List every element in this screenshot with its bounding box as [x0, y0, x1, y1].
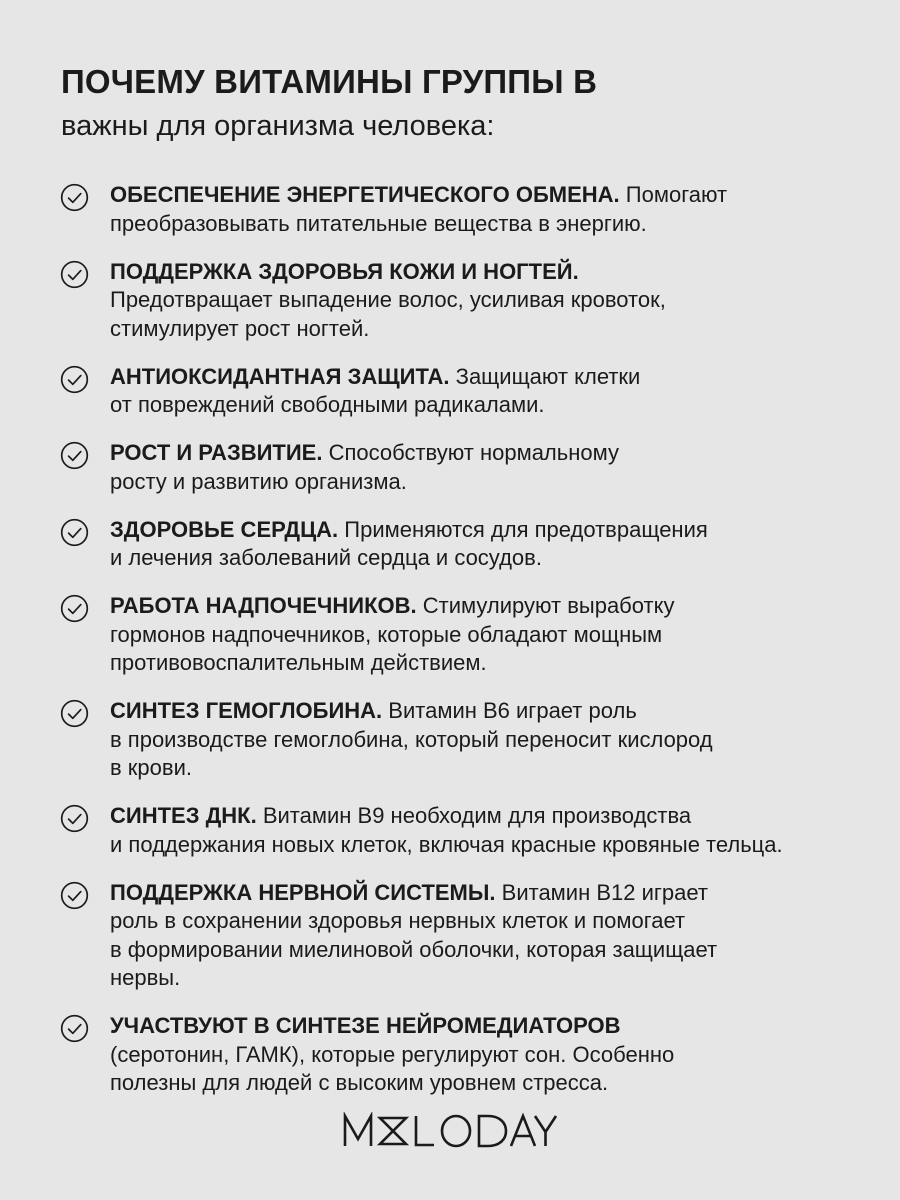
benefit-item: [60, 439, 870, 496]
check-circle-icon: [60, 594, 89, 623]
benefit-text: Помогают: [625, 182, 728, 207]
benefit-text: в формировании миелиновой оболочки, которая защищает: [110, 936, 718, 962]
benefit-item: [60, 1012, 870, 1098]
benefit-title: СИНТЕЗ ДНК.: [110, 803, 257, 828]
benefit-text: (серотонин, ГАМК), которые регулируют сон. Особенно: [110, 1041, 675, 1067]
benefit-item: [60, 697, 870, 783]
benefit-text: нервы.: [110, 965, 181, 990]
benefit-text: Применяются для предотвращения: [344, 516, 708, 542]
check-circle-icon: [60, 441, 89, 470]
benefit-item: [60, 363, 870, 420]
check-circle-icon: [60, 881, 89, 910]
check-circle-icon: [60, 804, 89, 833]
benefit-text: и поддержания новых клеток, включая красные кровяные тельца.: [110, 831, 783, 857]
check-circle-icon: [60, 699, 89, 728]
benefit-item: [60, 516, 870, 573]
benefit-title: ПОДДЕРЖКА ЗДОРОВЬЯ КОЖИ И НОГТЕЙ.: [110, 258, 579, 284]
benefit-text: Витамин B6 играет роль: [388, 698, 637, 723]
page-title: ПОЧЕМУ ВИТАМИНЫ ГРУППЫ В: [61, 63, 598, 100]
benefit-title: АНТИОКСИДАНТНАЯ ЗАЩИТА.: [110, 363, 450, 389]
brand-logo: [0, 1112, 900, 1157]
benefit-text: в производстве гемоглобина, который переносит кислород: [110, 726, 713, 752]
benefit-text: гормонов надпочечников, которые обладают мощным: [110, 621, 663, 647]
benefit-text: преобразовывать питательные вещества в энергию.: [110, 210, 647, 236]
benefit-title: ЗДОРОВЬЕ СЕРДЦА.: [110, 516, 339, 542]
moloday-logo-mark: [342, 1112, 558, 1152]
benefit-title: РОСТ И РАЗВИТИЕ.: [110, 440, 323, 465]
benefit-item: [60, 258, 870, 344]
check-circle-icon: [60, 518, 89, 547]
check-circle-icon: [60, 183, 89, 212]
benefit-text: Витамин B9 необходим для производства: [262, 803, 692, 828]
benefit-text: от повреждений свободными радикалами.: [110, 392, 545, 417]
benefit-item: [60, 181, 870, 238]
benefit-title: СИНТЕЗ ГЕМОГЛОБИНА.: [110, 698, 383, 723]
benefit-text: стимулирует рост ногтей.: [110, 315, 370, 341]
check-circle-icon: [60, 1014, 89, 1043]
check-circle-icon: [60, 365, 89, 394]
page-subtitle: важны для организма человека:: [61, 110, 495, 142]
benefit-text: Защищают клетки: [455, 363, 641, 389]
benefit-text: Предотвращает выпадение волос, усиливая кровоток,: [110, 287, 666, 312]
benefit-text: и лечения заболеваний сердца и сосудов.: [110, 545, 542, 570]
benefit-item: [60, 592, 870, 678]
benefit-text: в крови.: [110, 755, 192, 780]
benefit-text: Стимулируют выработку: [422, 593, 675, 618]
benefit-text: роль в сохранении здоровья нервных клеток и помогает: [110, 908, 686, 933]
benefit-item: [60, 802, 870, 859]
benefit-text: полезны для людей с высоким уровнем стресса.: [110, 1070, 609, 1095]
benefit-item: [60, 879, 870, 993]
benefit-text: противовоспалительным действием.: [110, 650, 487, 675]
benefit-title: ПОДДЕРЖКА НЕРВНОЙ СИСТЕМЫ.: [110, 879, 496, 905]
check-circle-icon: [60, 260, 89, 289]
benefit-title: УЧАСТВУЮТ В СИНТЕЗЕ НЕЙРОМЕДИАТОРОВ: [110, 1013, 621, 1038]
benefits-list: [60, 181, 870, 1098]
benefit-title: РАБОТА НАДПОЧЕЧНИКОВ.: [110, 593, 417, 618]
benefit-text: Способствуют нормальному: [328, 440, 619, 465]
benefit-title: ОБЕСПЕЧЕНИЕ ЭНЕРГЕТИЧЕСКОГО ОБМЕНА.: [110, 182, 620, 207]
benefit-text: Витамин B12 играет: [501, 879, 708, 905]
benefit-text: росту и развитию организма.: [110, 468, 407, 494]
